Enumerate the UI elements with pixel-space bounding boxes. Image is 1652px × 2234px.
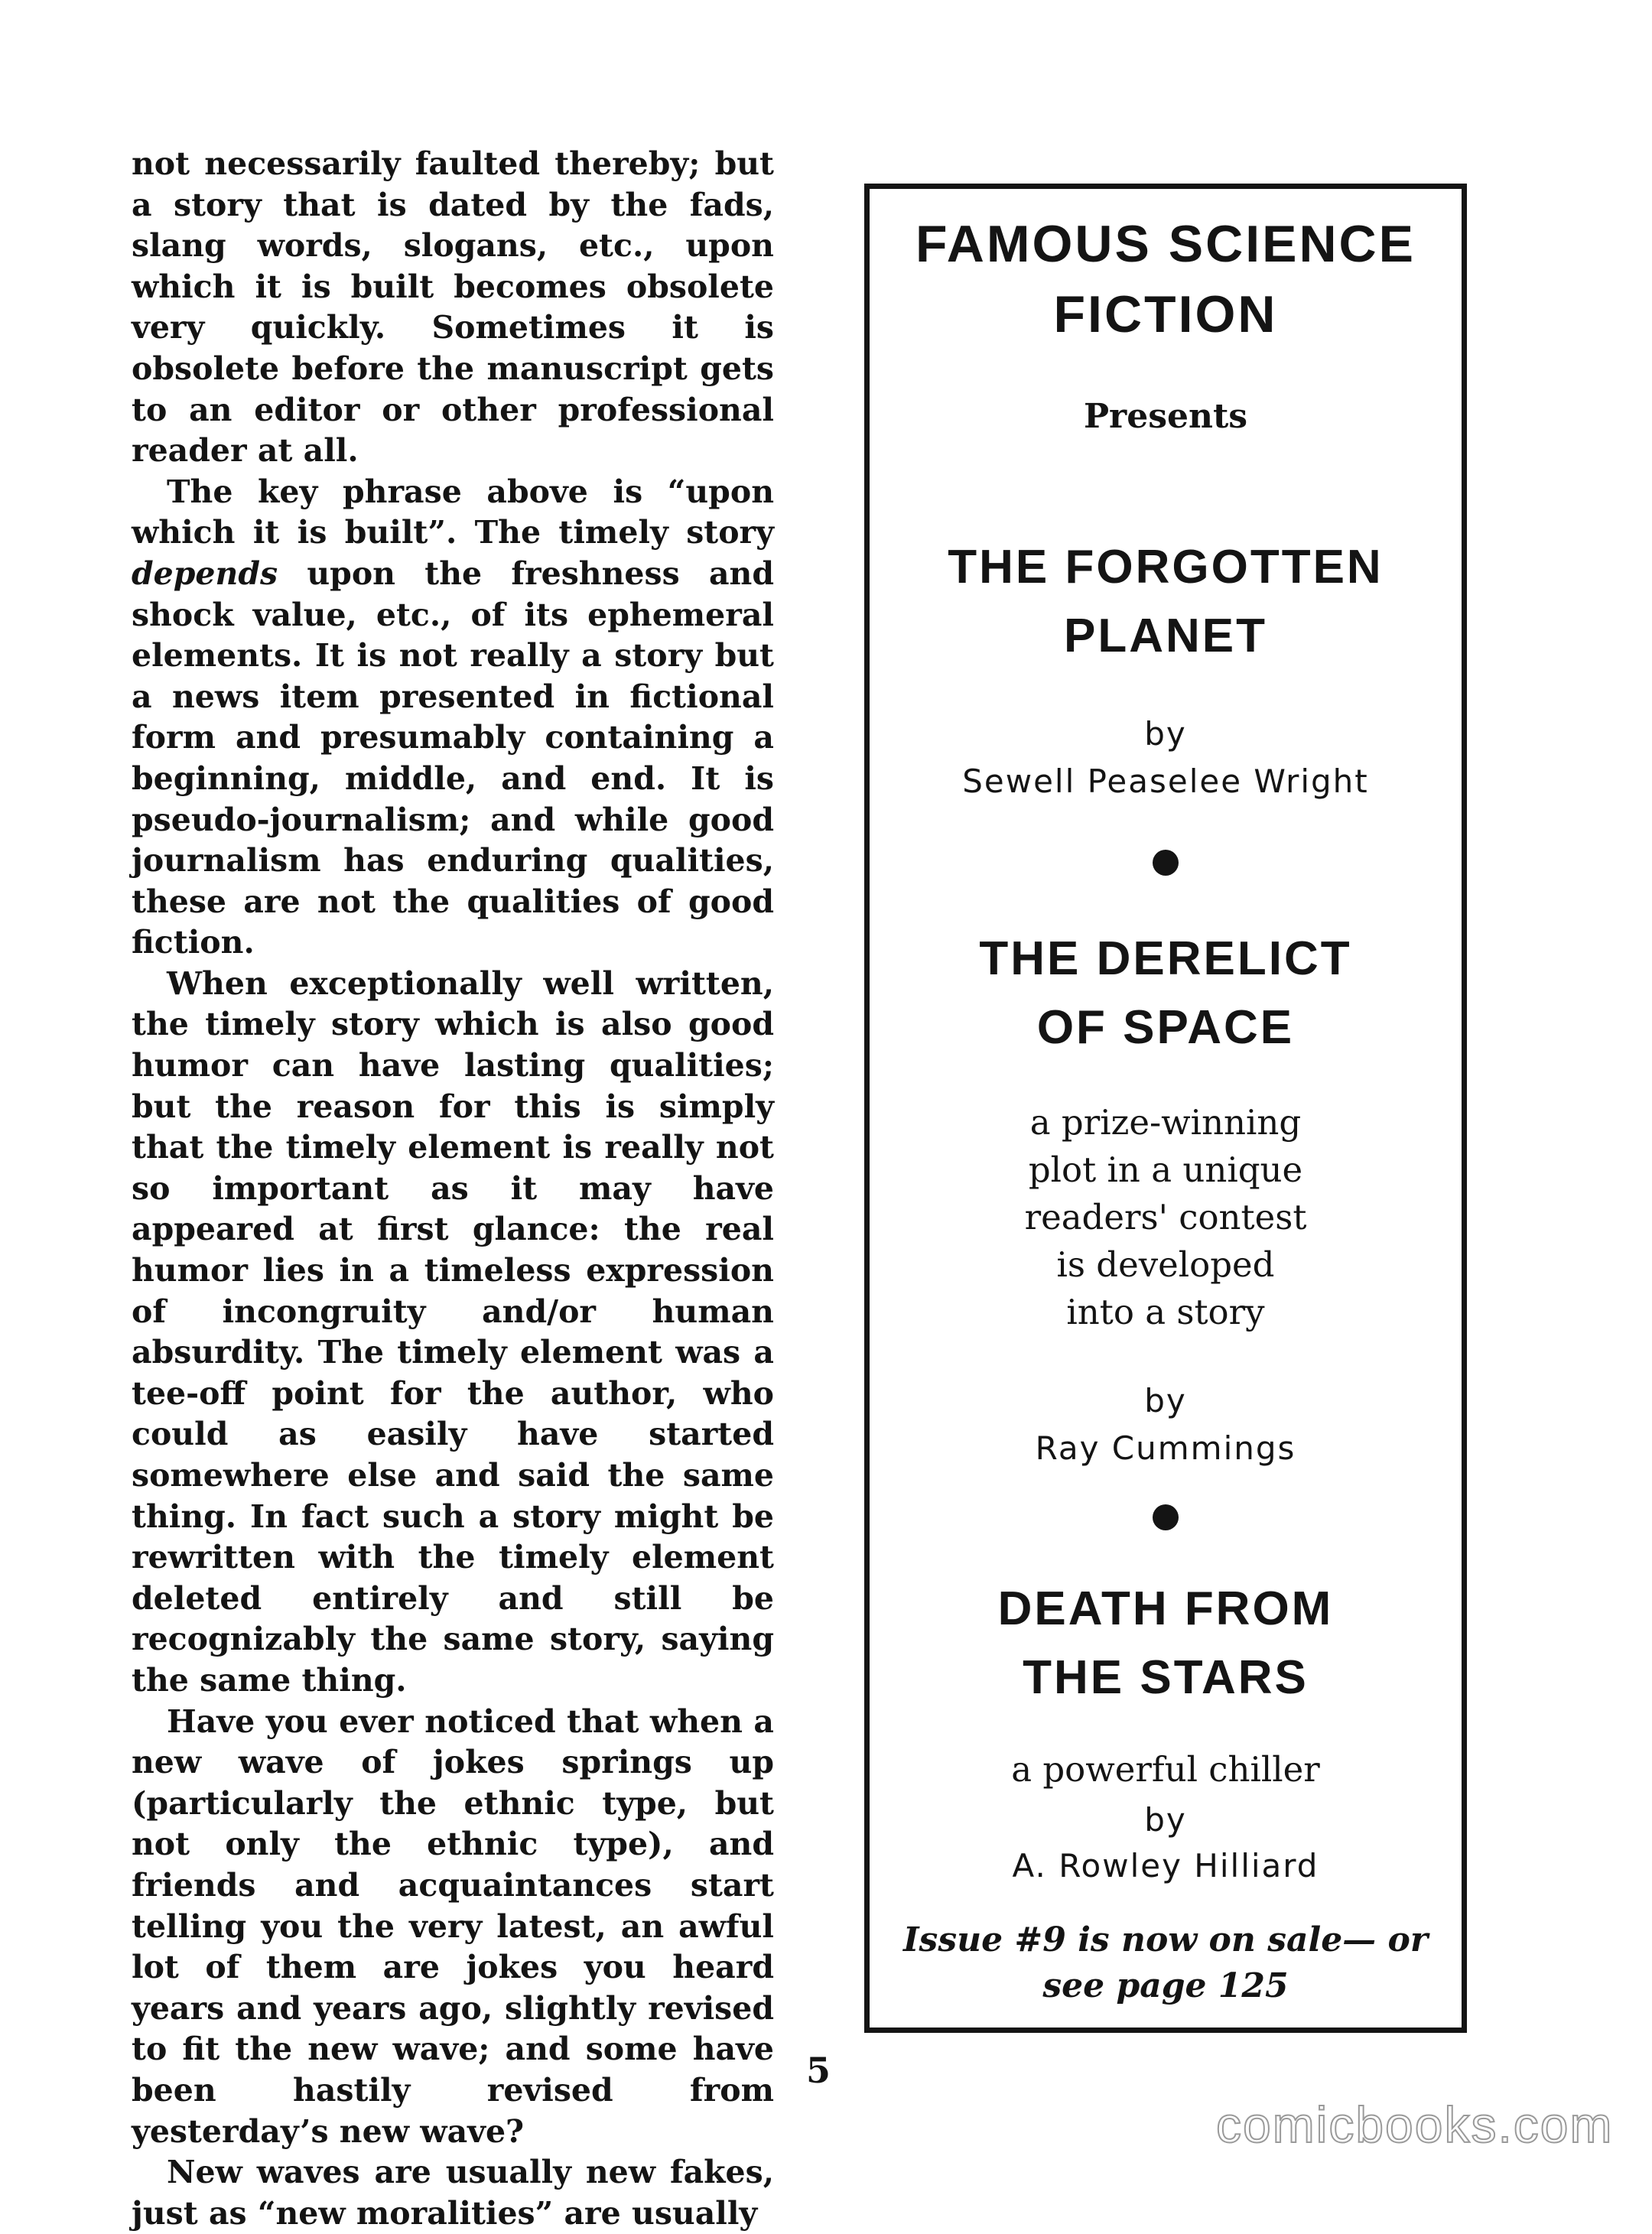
- story-3-by: by: [1144, 1801, 1187, 1839]
- story-2-blurb-line-5: into a story: [1066, 1292, 1265, 1332]
- paragraph-1: [132, 144, 774, 472]
- story-2-blurb: [870, 1099, 1462, 1336]
- magazine-advertisement: [864, 184, 1467, 2033]
- site-watermark: comicbooks.com: [1216, 2096, 1614, 2153]
- story-3-title-line-1: DEATH FROM: [997, 1582, 1334, 1635]
- story-3-title-line-2: THE STARS: [1023, 1651, 1309, 1704]
- story-3-blurb: a powerful chiller: [1011, 1749, 1320, 1790]
- story-2-title-line-1: THE DERELICT: [979, 932, 1352, 985]
- page-number: 5: [805, 2050, 831, 2091]
- story-1-by: by: [1144, 715, 1187, 753]
- sale-note-line-2: see page 125: [1042, 1966, 1289, 2005]
- paragraph-2-text-end: upon the freshness and shock value, etc., of its ephemeral elements. It is not really a story but a news item presented in fictional form and presumably containing a beginning, middle, and end. It is pseudo-journalism; and while good journalism has enduring qualities, these are not the qualities of good fiction.: [132, 554, 774, 961]
- issue-sale-note: [870, 1917, 1462, 2009]
- story-2-blurb-line-1: a prize-winning: [1029, 1102, 1302, 1143]
- paragraph-3-text: When exceptionally well written, the timely story which is also good humor can have lasting qualities; but the reason for this is simply that the timely element is really not so important as it may have appeared at first glance: the real humor lies in a timeless expression of incongruity and/or human absurdity. The timely element was a tee-off point for the author, who could as easily have started somewhere else and said the same thing. In fact such a story might be rewritten with the timely element deleted entirely and still be recognizably the same story, saying the same thing.: [132, 964, 774, 1699]
- story-title-derelict-of-space: [870, 925, 1462, 1062]
- presents-label: Presents: [1083, 397, 1248, 436]
- story-2-blurb-line-2: plot in a unique: [1028, 1150, 1303, 1190]
- story-2-blurb-line-4: is developed: [1056, 1244, 1275, 1285]
- sale-note-line-1: Issue #9 is now on sale— or: [902, 1920, 1429, 1959]
- magazine-title-line-1: FAMOUS SCIENCE: [915, 215, 1416, 273]
- emphasized-word: depends: [132, 554, 278, 592]
- paragraph-4: [132, 1702, 774, 2153]
- separator-bullet-1: [1153, 850, 1179, 876]
- story-1-author: Sewell Peaselee Wright: [962, 763, 1369, 800]
- paragraph-1-text: not necessarily faulted thereby; but a story that is dated by the fads, slang words, slogans, etc., upon which it is built becomes obsolete very quickly. Sometimes it is obsolete before the manuscript gets to an editor or other professional reader at all.: [132, 145, 774, 470]
- story-2-title-line-2: OF SPACE: [1036, 1001, 1295, 1054]
- story-1-title-line-2: PLANET: [1064, 610, 1267, 662]
- article-column: [132, 144, 774, 2234]
- magazine-title: [870, 209, 1462, 350]
- paragraph-4-text: Have you ever noticed that when a new wave of jokes springs up (particularly the ethnic type, but not only the ethnic type), and friends and acquaintances start telling you the very latest, an awful lot of them are jokes you heard years and years ago, slightly revised to fit the new wave; and some have been hastily revised from yesterday’s new wave?: [132, 1702, 774, 2150]
- paragraph-5-text: New waves are usually new fakes, just as “new moralities” are usually: [132, 2154, 774, 2232]
- paragraph-5: [132, 2152, 774, 2234]
- story-2-by: by: [1144, 1382, 1187, 1419]
- paragraph-3: [132, 964, 774, 1702]
- story-title-forgotten-planet: [870, 533, 1462, 671]
- story-2-author: Ray Cummings: [1035, 1429, 1296, 1467]
- story-1-title-line-1: THE FORGOTTEN: [948, 541, 1384, 593]
- story-3-author: A. Rowley Hilliard: [1012, 1847, 1319, 1884]
- separator-bullet-2: [1153, 1504, 1179, 1530]
- paragraph-2-text-start: The key phrase above is “upon which it is built”. The timely story: [132, 473, 774, 551]
- magazine-title-line-2: FICTION: [1053, 285, 1278, 343]
- paragraph-2: [132, 472, 774, 964]
- story-2-blurb-line-3: readers' contest: [1024, 1197, 1307, 1237]
- story-title-death-from-the-stars: [870, 1575, 1462, 1712]
